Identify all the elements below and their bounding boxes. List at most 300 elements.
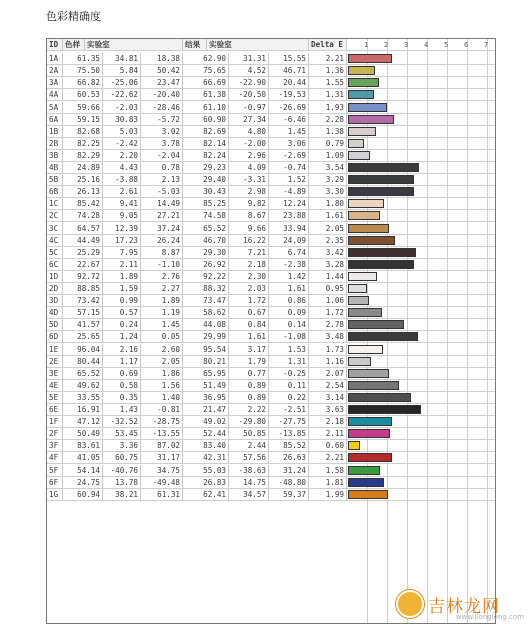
result-lab-value: 26.63 (269, 452, 309, 464)
table-row (47, 65, 495, 77)
delta-e-bar (348, 393, 411, 402)
result-lab-value: 58.62 (183, 307, 229, 319)
table-row (47, 114, 495, 126)
row-id: 5F (47, 465, 63, 477)
delta-e-bar-cell (347, 223, 495, 235)
sample-lab-value: 88.85 (63, 283, 103, 295)
delta-e-value: 3.14 (309, 392, 347, 404)
delta-e-bar (348, 369, 389, 378)
sample-lab-value: 25.65 (63, 331, 103, 343)
delta-e-bar-cell (347, 440, 495, 452)
sample-lab-value: 3.02 (141, 126, 183, 138)
sample-lab-value: 23.47 (141, 77, 183, 89)
result-lab-value: 62.90 (183, 53, 229, 65)
result-lab-value: 66.69 (183, 77, 229, 89)
delta-e-value: 3.63 (309, 404, 347, 416)
table-row (47, 89, 495, 101)
sample-lab-value: 41.57 (63, 319, 103, 331)
result-lab-value: 74.58 (183, 210, 229, 222)
sample-lab-value: 25.29 (63, 247, 103, 259)
result-lab-value: 42.31 (183, 452, 229, 464)
delta-e-bar (348, 332, 418, 341)
sample-lab-value: 16.91 (63, 404, 103, 416)
delta-e-value: 2.35 (309, 235, 347, 247)
sample-lab-value: 2.20 (103, 150, 141, 162)
result-lab-value: 4.52 (229, 65, 269, 77)
sample-lab-value: 2.76 (141, 271, 183, 283)
result-lab-value: 0.89 (229, 392, 269, 404)
result-lab-value: 92.22 (183, 271, 229, 283)
delta-e-value: 1.61 (309, 210, 347, 222)
delta-e-bar (348, 345, 383, 354)
delta-e-value: 2.28 (309, 114, 347, 126)
sample-lab-value: 59.66 (63, 102, 103, 114)
result-lab-value: -38.63 (229, 465, 269, 477)
result-lab-value: 36.95 (183, 392, 229, 404)
result-lab-value: 29.23 (183, 162, 229, 174)
delta-e-bar-cell (347, 295, 495, 307)
result-lab-value: -26.69 (269, 102, 309, 114)
sample-lab-value: 82.29 (63, 150, 103, 162)
row-id: 2C (47, 210, 63, 222)
table-row (47, 259, 495, 271)
result-lab-value: 21.47 (183, 404, 229, 416)
result-lab-value: 1.31 (269, 356, 309, 368)
result-lab-value: 9.82 (229, 198, 269, 210)
table-row (47, 247, 495, 259)
result-lab-value: 15.55 (269, 53, 309, 65)
row-id: 6B (47, 186, 63, 198)
result-lab-value: -48.80 (269, 477, 309, 489)
delta-e-bar (348, 466, 380, 475)
sample-lab-value: 30.83 (103, 114, 141, 126)
sample-lab-value: 2.05 (141, 356, 183, 368)
delta-e-bar-cell (347, 392, 495, 404)
result-lab-value: -2.00 (229, 138, 269, 150)
scale-tick: 3 (404, 41, 409, 49)
row-id: 1A (47, 53, 63, 65)
sample-lab-value: 73.42 (63, 295, 103, 307)
sample-lab-value: 61.31 (141, 489, 183, 501)
delta-e-value: 1.93 (309, 102, 347, 114)
result-lab-value: 4.09 (229, 162, 269, 174)
result-lab-value: 0.09 (269, 307, 309, 319)
result-lab-value: 14.75 (229, 477, 269, 489)
sample-lab-value: -32.52 (103, 416, 141, 428)
delta-e-bar-cell (347, 89, 495, 101)
sample-lab-value: 8.87 (141, 247, 183, 259)
delta-e-value: 0.79 (309, 138, 347, 150)
table-row (47, 126, 495, 138)
result-lab-value: 26.92 (183, 259, 229, 271)
delta-e-bar (348, 103, 387, 112)
result-lab-value: -6.46 (269, 114, 309, 126)
result-lab-value: 1.45 (269, 126, 309, 138)
table-row (47, 392, 495, 404)
table-row (47, 150, 495, 162)
watermark-logo-icon (396, 590, 424, 618)
delta-e-bar-cell (347, 356, 495, 368)
table-row (47, 271, 495, 283)
row-id: 1B (47, 126, 63, 138)
sample-lab-value: 83.61 (63, 440, 103, 452)
delta-e-value: 3.42 (309, 247, 347, 259)
result-lab-value: 65.52 (183, 223, 229, 235)
row-id: 1D (47, 271, 63, 283)
watermark-text: 吉林龙网 (428, 596, 500, 617)
row-id: 3F (47, 440, 63, 452)
delta-e-value: 1.44 (309, 271, 347, 283)
delta-e-bar-cell (347, 271, 495, 283)
table-row (47, 210, 495, 222)
row-id: 6F (47, 477, 63, 489)
delta-e-value: 1.73 (309, 344, 347, 356)
sample-lab-value: 12.39 (103, 223, 141, 235)
delta-e-bar-cell (347, 162, 495, 174)
row-id: 4B (47, 162, 63, 174)
result-lab-value: 0.89 (229, 380, 269, 392)
delta-e-bar-cell (347, 77, 495, 89)
header-cell: Delta E (309, 39, 347, 51)
result-lab-value: 0.67 (229, 307, 269, 319)
sample-lab-value: 1.45 (141, 319, 183, 331)
delta-e-value: 3.30 (309, 186, 347, 198)
sample-lab-value: -2.04 (141, 150, 183, 162)
sample-lab-value: -28.46 (141, 102, 183, 114)
result-lab-value: 2.03 (229, 283, 269, 295)
result-lab-value: -2.38 (269, 259, 309, 271)
table-row (47, 77, 495, 89)
delta-e-value: 1.31 (309, 89, 347, 101)
result-lab-value: 1.61 (269, 283, 309, 295)
sample-lab-value: 1.17 (103, 356, 141, 368)
table-row (47, 356, 495, 368)
sample-lab-value: 60.94 (63, 489, 103, 501)
row-id: 2A (47, 65, 63, 77)
row-id: 3B (47, 150, 63, 162)
row-id: 5D (47, 319, 63, 331)
result-lab-value: 55.03 (183, 465, 229, 477)
sample-lab-value: 57.15 (63, 307, 103, 319)
sample-lab-value: 41.05 (63, 452, 103, 464)
delta-e-bar (348, 260, 414, 269)
sample-lab-value: 33.55 (63, 392, 103, 404)
result-lab-value: 2.22 (229, 404, 269, 416)
delta-e-bar (348, 224, 389, 233)
sample-lab-value: 0.57 (103, 307, 141, 319)
sample-lab-value: 53.45 (103, 428, 141, 440)
delta-e-value: 3.29 (309, 174, 347, 186)
header-cell: 色样 (63, 39, 85, 51)
delta-e-bar (348, 175, 414, 184)
delta-e-bar (348, 405, 421, 414)
row-id: 2D (47, 283, 63, 295)
result-lab-value: 83.40 (183, 440, 229, 452)
sample-lab-value: 0.24 (103, 319, 141, 331)
delta-e-bar-cell (347, 235, 495, 247)
delta-e-bar-cell (347, 368, 495, 380)
table-row (47, 138, 495, 150)
sample-lab-value: 7.95 (103, 247, 141, 259)
delta-e-bar-cell (347, 198, 495, 210)
delta-e-value: 1.09 (309, 150, 347, 162)
delta-e-value: 1.16 (309, 356, 347, 368)
delta-e-value: 2.11 (309, 428, 347, 440)
sample-lab-value: 37.24 (141, 223, 183, 235)
result-lab-value: 95.54 (183, 344, 229, 356)
sample-lab-value: -2.03 (103, 102, 141, 114)
delta-e-value: 1.55 (309, 77, 347, 89)
row-id: 3D (47, 295, 63, 307)
result-lab-value: 1.53 (269, 344, 309, 356)
delta-e-bar (348, 272, 377, 281)
row-id: 2E (47, 356, 63, 368)
watermark-url: www.jlonglong.com (455, 613, 524, 621)
result-lab-value: 2.98 (229, 186, 269, 198)
table-row (47, 162, 495, 174)
delta-e-bar-cell (347, 489, 495, 501)
sample-lab-value: 5.84 (103, 65, 141, 77)
table-row (47, 235, 495, 247)
result-lab-value: 16.22 (229, 235, 269, 247)
sample-lab-value: 22.67 (63, 259, 103, 271)
result-lab-value: -1.08 (269, 331, 309, 343)
delta-e-bar (348, 90, 374, 99)
table-row (47, 307, 495, 319)
delta-e-bar-cell (347, 380, 495, 392)
row-id: 5A (47, 102, 63, 114)
row-id: 5E (47, 392, 63, 404)
result-lab-value: 1.79 (229, 356, 269, 368)
sample-lab-value: 25.16 (63, 174, 103, 186)
sample-lab-value: 27.21 (141, 210, 183, 222)
row-id: 1E (47, 344, 63, 356)
result-lab-value: 60.90 (183, 114, 229, 126)
result-lab-value: -0.25 (269, 368, 309, 380)
delta-e-bar (348, 308, 382, 317)
sample-lab-value: -13.55 (141, 428, 183, 440)
delta-e-value: 2.54 (309, 380, 347, 392)
delta-e-value: 1.81 (309, 477, 347, 489)
result-lab-value: 9.66 (229, 223, 269, 235)
sample-lab-value: 92.72 (63, 271, 103, 283)
delta-e-bar-cell (347, 65, 495, 77)
delta-e-bar-cell (347, 210, 495, 222)
table-row (47, 404, 495, 416)
sample-lab-value: 60.75 (103, 452, 141, 464)
delta-e-value: 3.54 (309, 162, 347, 174)
result-lab-value: -22.90 (229, 77, 269, 89)
sample-lab-value: 1.43 (103, 404, 141, 416)
sample-lab-value: 85.42 (63, 198, 103, 210)
sample-lab-value: 2.11 (103, 259, 141, 271)
delta-e-bar (348, 151, 370, 160)
sample-lab-value: 82.25 (63, 138, 103, 150)
delta-e-bar-cell (347, 416, 495, 428)
delta-e-bar-cell (347, 150, 495, 162)
sample-lab-value: 24.89 (63, 162, 103, 174)
table-row (47, 198, 495, 210)
delta-e-bar-cell (347, 283, 495, 295)
result-lab-value: -27.75 (269, 416, 309, 428)
delta-e-value: 1.06 (309, 295, 347, 307)
sample-lab-value: -0.81 (141, 404, 183, 416)
sample-lab-value: 61.35 (63, 53, 103, 65)
header-cell: 结果 (183, 39, 207, 51)
result-lab-value: 62.41 (183, 489, 229, 501)
sample-lab-value: 44.49 (63, 235, 103, 247)
sample-lab-value: 0.99 (103, 295, 141, 307)
sample-lab-value: 59.15 (63, 114, 103, 126)
sample-lab-value: -3.88 (103, 174, 141, 186)
sample-lab-value: 1.56 (141, 380, 183, 392)
row-id: 6A (47, 114, 63, 126)
result-lab-value: 57.56 (229, 452, 269, 464)
delta-e-bar (348, 441, 360, 450)
delta-e-bar (348, 478, 384, 487)
result-lab-value: 0.84 (229, 319, 269, 331)
table-row (47, 440, 495, 452)
scale-tick: 4 (424, 41, 429, 49)
result-lab-value: 75.65 (183, 65, 229, 77)
delta-e-value: 2.05 (309, 223, 347, 235)
result-lab-value: 7.21 (229, 247, 269, 259)
delta-e-bar (348, 296, 369, 305)
header-cell: ID (47, 39, 63, 51)
delta-e-bar-cell (347, 174, 495, 186)
sample-lab-value: -49.48 (141, 477, 183, 489)
sample-lab-value: 4.43 (103, 162, 141, 174)
result-lab-value: -2.69 (269, 150, 309, 162)
delta-e-bar (348, 211, 380, 220)
delta-e-bar (348, 490, 388, 499)
result-lab-value: 27.34 (229, 114, 269, 126)
result-lab-value: 4.80 (229, 126, 269, 138)
result-lab-value: 88.32 (183, 283, 229, 295)
result-lab-value: 85.25 (183, 198, 229, 210)
header-cell: 实验室 (207, 39, 309, 51)
delta-e-bar (348, 284, 367, 293)
delta-e-value: 2.18 (309, 416, 347, 428)
sample-lab-value: 1.40 (141, 392, 183, 404)
sample-lab-value: 17.23 (103, 235, 141, 247)
sample-lab-value: 65.52 (63, 368, 103, 380)
delta-e-bar (348, 78, 379, 87)
sample-lab-value: 87.02 (141, 440, 183, 452)
result-lab-value: 6.74 (269, 247, 309, 259)
delta-e-bar (348, 163, 419, 172)
sample-lab-value: 9.05 (103, 210, 141, 222)
delta-e-bar-cell (347, 331, 495, 343)
sample-lab-value: -25.06 (103, 77, 141, 89)
result-lab-value: 2.30 (229, 271, 269, 283)
sample-lab-value: 64.57 (63, 223, 103, 235)
sample-lab-value: -40.76 (103, 465, 141, 477)
delta-e-bar (348, 248, 416, 257)
sample-lab-value: 66.82 (63, 77, 103, 89)
result-lab-value: 0.14 (269, 319, 309, 331)
sample-lab-value: 75.50 (63, 65, 103, 77)
delta-e-bar-cell (347, 53, 495, 65)
table-row (47, 283, 495, 295)
result-lab-value: 3.17 (229, 344, 269, 356)
row-id: 2F (47, 428, 63, 440)
result-lab-value: 46.71 (269, 65, 309, 77)
result-lab-value: -4.89 (269, 186, 309, 198)
sample-lab-value: 3.36 (103, 440, 141, 452)
sample-lab-value: 5.03 (103, 126, 141, 138)
result-lab-value: -29.80 (229, 416, 269, 428)
result-lab-value: 2.44 (229, 440, 269, 452)
sample-lab-value: 47.12 (63, 416, 103, 428)
table-row (47, 331, 495, 343)
table-header-row (47, 39, 495, 51)
sample-lab-value: 0.69 (103, 368, 141, 380)
delta-e-value: 0.60 (309, 440, 347, 452)
result-lab-value: 1.42 (269, 271, 309, 283)
delta-e-bar-cell (347, 186, 495, 198)
result-lab-value: -0.97 (229, 102, 269, 114)
delta-e-value: 1.72 (309, 307, 347, 319)
row-id: 4E (47, 380, 63, 392)
sample-lab-value: 60.53 (63, 89, 103, 101)
sample-lab-value: 13.78 (103, 477, 141, 489)
delta-e-value: 3.48 (309, 331, 347, 343)
result-lab-value: -2.51 (269, 404, 309, 416)
table-row (47, 295, 495, 307)
row-id: 3C (47, 223, 63, 235)
table-row (47, 416, 495, 428)
result-lab-value: 12.24 (269, 198, 309, 210)
sample-lab-value: 9.41 (103, 198, 141, 210)
result-lab-value: -20.50 (229, 89, 269, 101)
delta-e-bar-cell (347, 319, 495, 331)
result-lab-value: -19.53 (269, 89, 309, 101)
row-id: 3A (47, 77, 63, 89)
row-id: 6D (47, 331, 63, 343)
delta-e-value: 1.99 (309, 489, 347, 501)
result-lab-value: 0.22 (269, 392, 309, 404)
result-lab-value: 29.40 (183, 174, 229, 186)
delta-e-value: 1.36 (309, 65, 347, 77)
sample-lab-value: 34.75 (141, 465, 183, 477)
delta-e-bar-cell (347, 404, 495, 416)
result-lab-value: 24.09 (269, 235, 309, 247)
sample-lab-value: 38.21 (103, 489, 141, 501)
result-lab-value: 1.61 (229, 331, 269, 343)
result-lab-value: 82.69 (183, 126, 229, 138)
delta-e-bar (348, 417, 392, 426)
delta-e-bar (348, 236, 395, 245)
color-accuracy-table (46, 38, 496, 624)
delta-e-bar (348, 66, 375, 75)
sample-lab-value: 82.68 (63, 126, 103, 138)
table-row (47, 452, 495, 464)
row-id: 1F (47, 416, 63, 428)
result-lab-value: 20.44 (269, 77, 309, 89)
table-row (47, 380, 495, 392)
result-lab-value: -0.74 (269, 162, 309, 174)
delta-e-bar (348, 139, 364, 148)
sample-lab-value: 0.78 (141, 162, 183, 174)
delta-e-bar (348, 127, 376, 136)
table-row (47, 53, 495, 65)
sample-lab-value: 1.19 (141, 307, 183, 319)
sample-lab-value: 2.16 (103, 344, 141, 356)
sample-lab-value: 31.17 (141, 452, 183, 464)
result-lab-value: 1.52 (269, 174, 309, 186)
sample-lab-value: 1.59 (103, 283, 141, 295)
